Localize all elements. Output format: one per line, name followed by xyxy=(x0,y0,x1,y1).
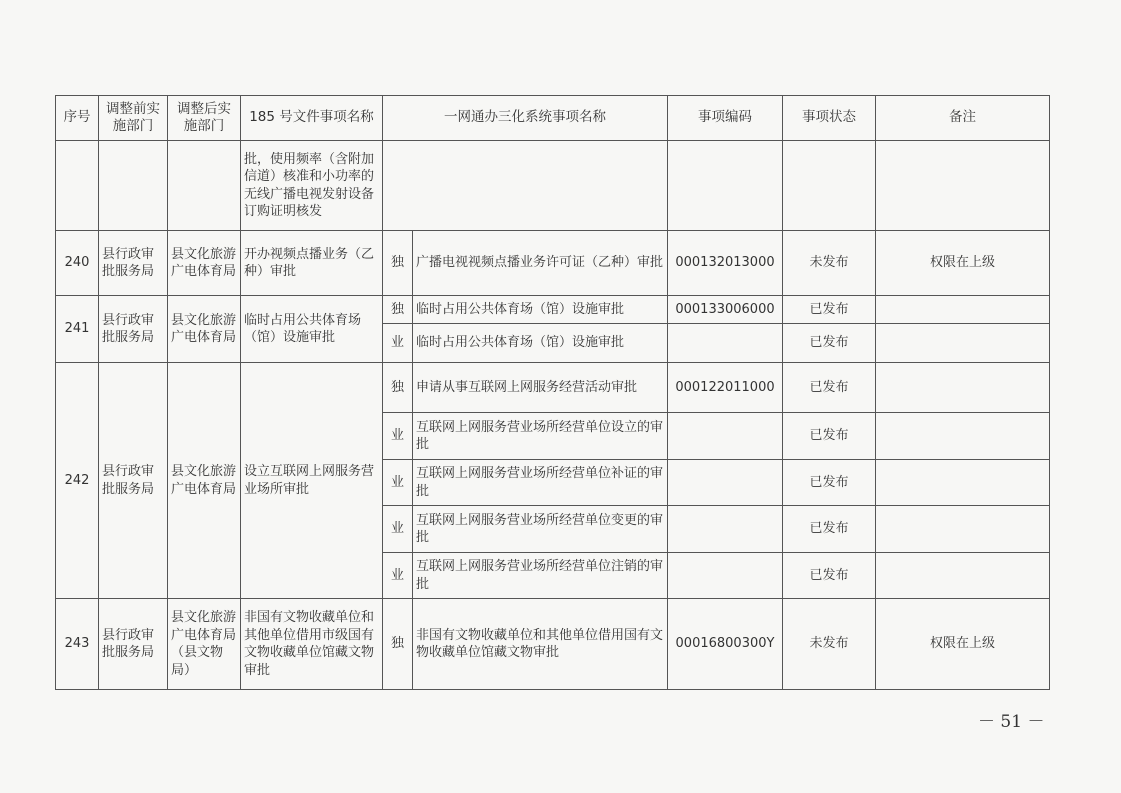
seq-cell: 242 xyxy=(56,363,99,599)
seq-cell: 241 xyxy=(56,296,99,363)
dept-after-cell: 县文化旅游广电体育局 xyxy=(168,296,241,363)
system-name-cell: 互联网上网服务营业场所经营单位设立的审批 xyxy=(413,413,668,460)
header-remark: 备注 xyxy=(876,96,1050,141)
item-type-cell: 独 xyxy=(383,363,413,413)
dept-before-cell: 县行政审批服务局 xyxy=(99,231,168,296)
header-dept-after: 调整后实施部门 xyxy=(168,96,241,141)
system-name-cell: 非国有文物收藏单位和其他单位借用国有文物收藏单位馆藏文物审批 xyxy=(413,599,668,690)
status-cell: 已发布 xyxy=(783,553,876,599)
remark-cell: 权限在上级 xyxy=(876,599,1050,690)
dept-after-cell: 县文化旅游广电体育局 xyxy=(168,363,241,599)
doc185-name-cell: 开办视频点播业务（乙种）审批 xyxy=(241,231,383,296)
system-name-cell: 互联网上网服务营业场所经营单位补证的审批 xyxy=(413,460,668,506)
remark-cell xyxy=(876,363,1050,413)
item-type-cell: 独 xyxy=(383,599,413,690)
continuation-row xyxy=(56,141,1050,231)
item-type-cell: 业 xyxy=(383,324,413,363)
code-cell xyxy=(668,460,783,506)
code-cell: 000133006000 xyxy=(668,296,783,324)
item-type-cell: 业 xyxy=(383,553,413,599)
status-cell: 已发布 xyxy=(783,296,876,324)
table-row xyxy=(56,296,1050,324)
system-name-cell: 互联网上网服务营业场所经营单位变更的审批 xyxy=(413,506,668,553)
item-type-cell: 业 xyxy=(383,413,413,460)
remark-cell: 权限在上级 xyxy=(876,231,1050,296)
remark-cell xyxy=(876,296,1050,324)
code-cell: 000132013000 xyxy=(668,231,783,296)
system-name-cell: 临时占用公共体育场（馆）设施审批 xyxy=(413,296,668,324)
code-cell xyxy=(668,413,783,460)
code-cell: 00016800300Y xyxy=(668,599,783,690)
status-cell: 已发布 xyxy=(783,460,876,506)
doc185-name-cell: 设立互联网上网服务营业场所审批 xyxy=(241,363,383,599)
remark-cell xyxy=(876,460,1050,506)
page-number: － 51 － xyxy=(978,712,1045,732)
item-type-cell: 独 xyxy=(383,296,413,324)
dept-after-cell: 县文化旅游广电体育局 xyxy=(168,231,241,296)
status-cell: 已发布 xyxy=(783,506,876,553)
code-cell: 000122011000 xyxy=(668,363,783,413)
item-type-cell: 业 xyxy=(383,506,413,553)
system-name-cell: 互联网上网服务营业场所经营单位注销的审批 xyxy=(413,553,668,599)
status-cell: 已发布 xyxy=(783,413,876,460)
seq-cell: 240 xyxy=(56,231,99,296)
doc185-name-cell: 非国有文物收藏单位和其他单位借用市级国有文物收藏单位馆藏文物审批 xyxy=(241,599,383,690)
system-name-cell: 临时占用公共体育场（馆）设施审批 xyxy=(413,324,668,363)
header-system-name: 一网通办三化系统事项名称 xyxy=(383,96,668,141)
system-name-cell: 申请从事互联网上网服务经营活动审批 xyxy=(413,363,668,413)
item-type-cell: 业 xyxy=(383,460,413,506)
header-row xyxy=(56,96,1050,141)
table-row xyxy=(56,231,1050,296)
table-body xyxy=(56,141,1050,690)
dept-before-cell: 县行政审批服务局 xyxy=(99,296,168,363)
status-cell: 已发布 xyxy=(783,324,876,363)
code-cell xyxy=(668,506,783,553)
status-cell: 已发布 xyxy=(783,363,876,413)
matters-table xyxy=(55,95,1050,690)
seq-cell: 243 xyxy=(56,599,99,690)
doc185-name-cell: 临时占用公共体育场（馆）设施审批 xyxy=(241,296,383,363)
header-doc185-name: 185 号文件事项名称 xyxy=(241,96,383,141)
code-cell xyxy=(668,324,783,363)
code-cell xyxy=(668,553,783,599)
continuation-doc185-name: 批，使用频率（含附加信道）核准和小功率的无线广播电视发射设备订购证明核发 xyxy=(241,141,383,231)
remark-cell xyxy=(876,413,1050,460)
status-cell: 未发布 xyxy=(783,599,876,690)
table-row xyxy=(56,363,1050,413)
item-type-cell: 独 xyxy=(383,231,413,296)
table-row xyxy=(56,599,1050,690)
remark-cell xyxy=(876,553,1050,599)
header-status: 事项状态 xyxy=(783,96,876,141)
header-seq: 序号 xyxy=(56,96,99,141)
status-cell: 未发布 xyxy=(783,231,876,296)
dept-before-cell: 县行政审批服务局 xyxy=(99,363,168,599)
header-code: 事项编码 xyxy=(668,96,783,141)
header-dept-before: 调整前实施部门 xyxy=(99,96,168,141)
dept-before-cell: 县行政审批服务局 xyxy=(99,599,168,690)
dept-after-cell: 县文化旅游广电体育局（县文物局） xyxy=(168,599,241,690)
remark-cell xyxy=(876,506,1050,553)
system-name-cell: 广播电视视频点播业务许可证（乙种）审批 xyxy=(413,231,668,296)
remark-cell xyxy=(876,324,1050,363)
